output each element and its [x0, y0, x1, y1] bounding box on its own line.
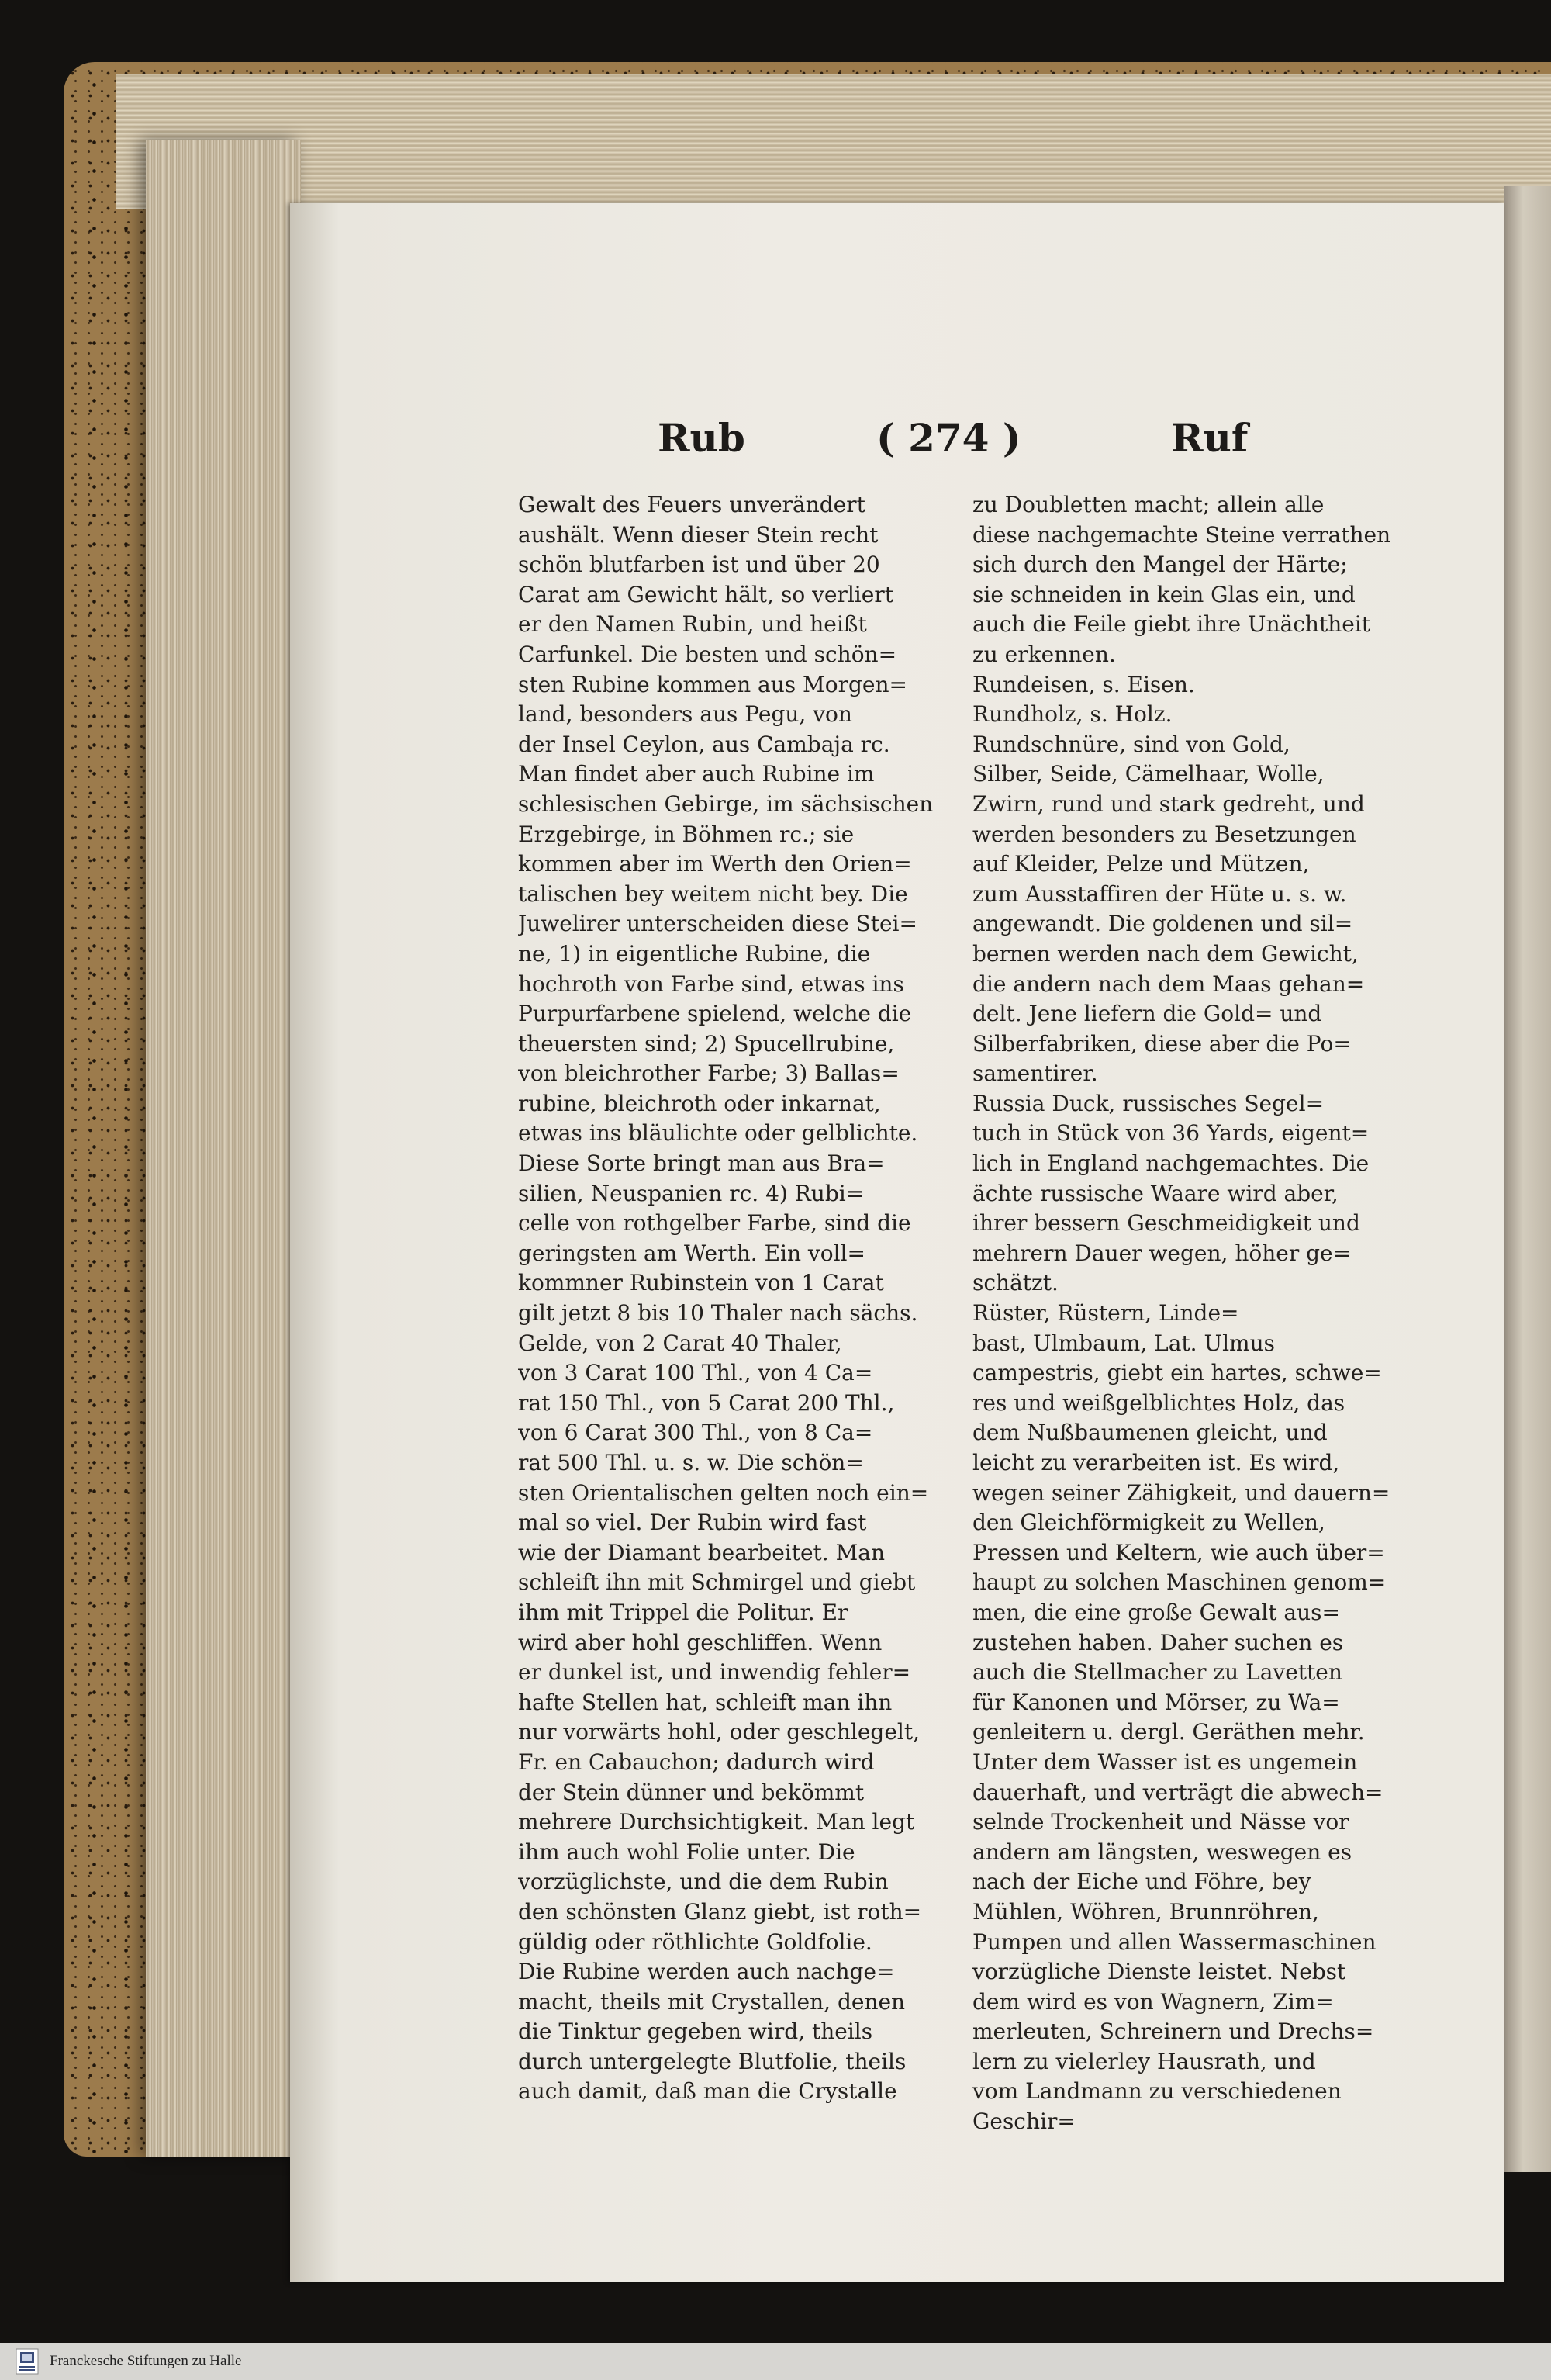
text-line: Silber, Seide, Cämelhaar, Wolle, [972, 761, 1325, 787]
text-line: schön blutfarben ist und über 20 [518, 552, 880, 578]
text-line: von bleichrother Farbe; 3) Ballas= [518, 1060, 900, 1087]
text-line: dem Nußbaumenen gleicht, und [972, 1420, 1328, 1446]
text-line: zu Doubletten macht; allein alle [972, 492, 1325, 517]
text-line: campestris, giebt ein hartes, schwe= [972, 1360, 1382, 1386]
text-line: Diese Sorte bringt man aus Bra= [518, 1150, 885, 1177]
text-line: Man findet aber auch Rubine im [518, 761, 875, 787]
text-line: ächte russische Waare wird aber, [972, 1180, 1339, 1206]
text-line: Mühlen, Wöhren, Brunnröhren, [972, 1898, 1319, 1925]
text-line: diese nachgemachte Steine verrathen [972, 521, 1391, 548]
text-line: mehrern Dauer wegen, höher ge= [972, 1240, 1352, 1266]
text-line: Gelde, von 2 Carat 40 Thaler, [518, 1330, 842, 1356]
text-line: kommner Rubinstein von 1 Carat [518, 1270, 884, 1296]
text-line: samentirer. [972, 1060, 1098, 1087]
page-number: ( 274 ) [876, 415, 1021, 461]
text-line: hochroth von Farbe sind, etwas ins [518, 970, 904, 997]
text-line: auch damit, daß man die Crystalle [518, 2078, 897, 2105]
text-line: Carat am Gewicht hält, so verliert [518, 581, 893, 607]
text-line: sich durch den Mangel der Härte; [972, 552, 1348, 578]
text-line: Rundholz, s. Holz. [972, 701, 1173, 728]
text-line: lern zu vielerley Hausrath, und [972, 2048, 1316, 2074]
text-line: Silberfabriken, diese aber die Po= [972, 1030, 1352, 1057]
text-column-left [518, 490, 952, 2107]
text-line: schleift ihn mit Schmirgel und giebt [518, 1569, 916, 1596]
text-line: delt. Jene liefern die Gold= und [972, 1001, 1322, 1027]
text-line: auch die Feile giebt ihre Unächtheit [972, 611, 1371, 638]
text-line: vorzügliche Dienste leistet. Nebst [972, 1959, 1346, 1985]
text-line: mehrere Durchsichtigkeit. Man legt [518, 1809, 915, 1835]
text-line: theuersten sind; 2) Spucellrubine, [518, 1030, 895, 1057]
text-line: auch die Stellmacher zu Lavetten [972, 1659, 1342, 1686]
text-line: Fr. en Cabauchon; dadurch wird [518, 1749, 875, 1775]
text-line: rubine, bleichroth oder inkarnat, [518, 1090, 881, 1116]
text-line: wird aber hohl geschliffen. Wenn [518, 1629, 883, 1655]
text-line: sie schneiden in kein Glas ein, und [972, 581, 1356, 607]
text-line: Pressen und Keltern, wie auch über= [972, 1539, 1385, 1565]
text-line: gilt jetzt 8 bis 10 Thaler nach sächs. [518, 1300, 918, 1327]
text-line: leicht zu verarbeiten ist. Es wird, [972, 1450, 1340, 1475]
text-line: genleitern u. dergl. Geräthen mehr. [972, 1719, 1365, 1745]
text-line: bernen werden nach dem Gewicht, [972, 940, 1359, 967]
text-line: ihrer bessern Geschmeidigkeit und [972, 1210, 1360, 1237]
text-line: ihm mit Trippel die Politur. Er [518, 1599, 848, 1625]
text-line: Pumpen und allen Wassermaschinen [972, 1929, 1377, 1955]
text-line: er dunkel ist, und inwendig fehler= [518, 1659, 911, 1686]
text-line: Die Rubine werden auch nachge= [518, 1959, 895, 1985]
text-line: men, die eine große Gewalt aus= [972, 1599, 1340, 1625]
text-line: den schönsten Glanz giebt, ist roth= [518, 1898, 922, 1925]
text-line: nach der Eiche und Föhre, bey [972, 1869, 1311, 1895]
institution-logo-icon [16, 2348, 39, 2375]
text-line: die andern nach dem Maas gehan= [972, 970, 1365, 997]
footer-bar [0, 2343, 1551, 2380]
text-line: haupt zu solchen Maschinen genom= [972, 1569, 1387, 1596]
text-line: ihm auch wohl Folie unter. Die [518, 1839, 855, 1865]
page-stack [146, 140, 301, 2157]
text-line: ne, 1) in eigentliche Rubine, die [518, 940, 871, 967]
text-line: durch untergelegte Blutfolie, theils [518, 2048, 907, 2074]
running-head-left: Rub [658, 415, 745, 461]
text-line: er den Namen Rubin, und heißt [518, 611, 867, 638]
text-line: angewandt. Die goldenen und sil= [972, 911, 1353, 937]
text-line: merleuten, Schreinern und Drechs= [972, 2019, 1374, 2045]
text-line: Erzgebirge, in Böhmen rc.; sie [518, 821, 855, 847]
text-line: sten Rubine kommen aus Morgen= [518, 671, 907, 697]
text-line: schätzt. [972, 1270, 1059, 1296]
text-line: dauerhaft, und verträgt die abwech= [972, 1779, 1383, 1805]
text-line: res und weißgelblichtes Holz, das [972, 1389, 1345, 1416]
text-line: andern am längsten, weswegen es [972, 1839, 1352, 1865]
text-line: kommen aber im Werth den Orien= [518, 851, 912, 877]
text-line: hafte Stellen hat, schleift man ihn [518, 1689, 893, 1715]
text-column-right [972, 490, 1407, 2137]
text-line: zum Ausstaffiren der Hüte u. s. w. [972, 880, 1347, 907]
text-line: lich in England nachgemachtes. Die [972, 1150, 1370, 1177]
text-line: der Stein dünner und bekömmt [518, 1779, 865, 1805]
text-line: für Kanonen und Mörser, zu Wa= [972, 1689, 1340, 1715]
text-line: die Tinktur gegeben wird, theils [518, 2019, 873, 2045]
text-line: wie der Diamant bearbeitet. Man [518, 1539, 885, 1565]
text-line: dem wird es von Wagnern, Zim= [972, 1988, 1334, 2015]
text-line: wegen seiner Zähigkeit, und dauern= [972, 1479, 1390, 1506]
text-line: talischen bey weitem nicht bey. Die [518, 880, 908, 907]
text-line: Zwirn, rund und stark gedreht, und [972, 790, 1365, 817]
text-line: Unter dem Wasser ist es ungemein [972, 1749, 1358, 1775]
text-line: der Insel Ceylon, aus Cambaja rc. [518, 731, 890, 757]
text-line: güldig oder röthlichte Goldfolie. [518, 1929, 872, 1955]
text-line: etwas ins bläulichte oder gelblichte. [518, 1120, 918, 1147]
text-line: Gewalt des Feuers unverändert [518, 492, 865, 517]
text-line: zustehen haben. Daher suchen es [972, 1629, 1344, 1655]
text-line: celle von rothgelber Farbe, sind die [518, 1210, 911, 1237]
text-line: rat 150 Thl., von 5 Carat 200 Thl., [518, 1389, 895, 1416]
text-line: auf Kleider, Pelze und Mützen, [972, 851, 1310, 877]
text-line: zu erkennen. [972, 641, 1116, 667]
text-line: Rundeisen, s. Eisen. [972, 671, 1195, 697]
text-line: sten Orientalischen gelten noch ein= [518, 1479, 929, 1506]
text-line: tuch in Stück von 36 Yards, eigent= [972, 1120, 1370, 1147]
text-line: bast, Ulmbaum, Lat. Ulmus [972, 1330, 1275, 1356]
text-line: mal so viel. Der Rubin wird fast [518, 1510, 867, 1536]
text-line: schlesischen Gebirge, im sächsischen [518, 790, 934, 817]
text-line: Rundschnüre, sind von Gold, [972, 731, 1290, 757]
institution-name: Franckesche Stiftungen zu Halle [50, 2353, 242, 2369]
text-line: Rüster, Rüstern, Linde= [972, 1300, 1239, 1327]
text-line: Purpurfarbene spielend, welche die [518, 1001, 912, 1027]
text-line: nur vorwärts hohl, oder geschlegelt, [518, 1719, 920, 1745]
facing-page-edge [1504, 186, 1551, 2172]
text-line: vom Landmann zu verschiedenen [972, 2078, 1342, 2105]
text-line: vorzüglichste, und die dem Rubin [518, 1869, 889, 1895]
text-line: selnde Trockenheit und Nässe vor [972, 1809, 1349, 1835]
text-line: aushält. Wenn dieser Stein recht [518, 521, 879, 548]
text-line: silien, Neuspanien rc. 4) Rubi= [518, 1180, 865, 1206]
text-line: Russia Duck, russisches Segel= [972, 1090, 1325, 1116]
text-line: werden besonders zu Besetzungen [972, 821, 1356, 847]
text-line: Geschir= [972, 2108, 1076, 2135]
text-line: von 3 Carat 100 Thl., von 4 Ca= [518, 1360, 873, 1386]
page-edges-top [116, 74, 1551, 209]
text-line: von 6 Carat 300 Thl., von 8 Ca= [518, 1420, 873, 1446]
text-line: Carfunkel. Die besten und schön= [518, 641, 897, 667]
text-line: Juwelirer unterscheiden diese Stei= [518, 911, 917, 937]
text-line: land, besonders aus Pegu, von [518, 701, 852, 728]
text-line: rat 500 Thl. u. s. w. Die schön= [518, 1450, 864, 1475]
running-head-right: Ruf [1171, 415, 1249, 461]
text-line: macht, theils mit Crystallen, denen [518, 1988, 906, 2015]
text-line: den Gleichförmigkeit zu Wellen, [972, 1510, 1325, 1536]
text-line: geringsten am Werth. Ein voll= [518, 1240, 865, 1266]
